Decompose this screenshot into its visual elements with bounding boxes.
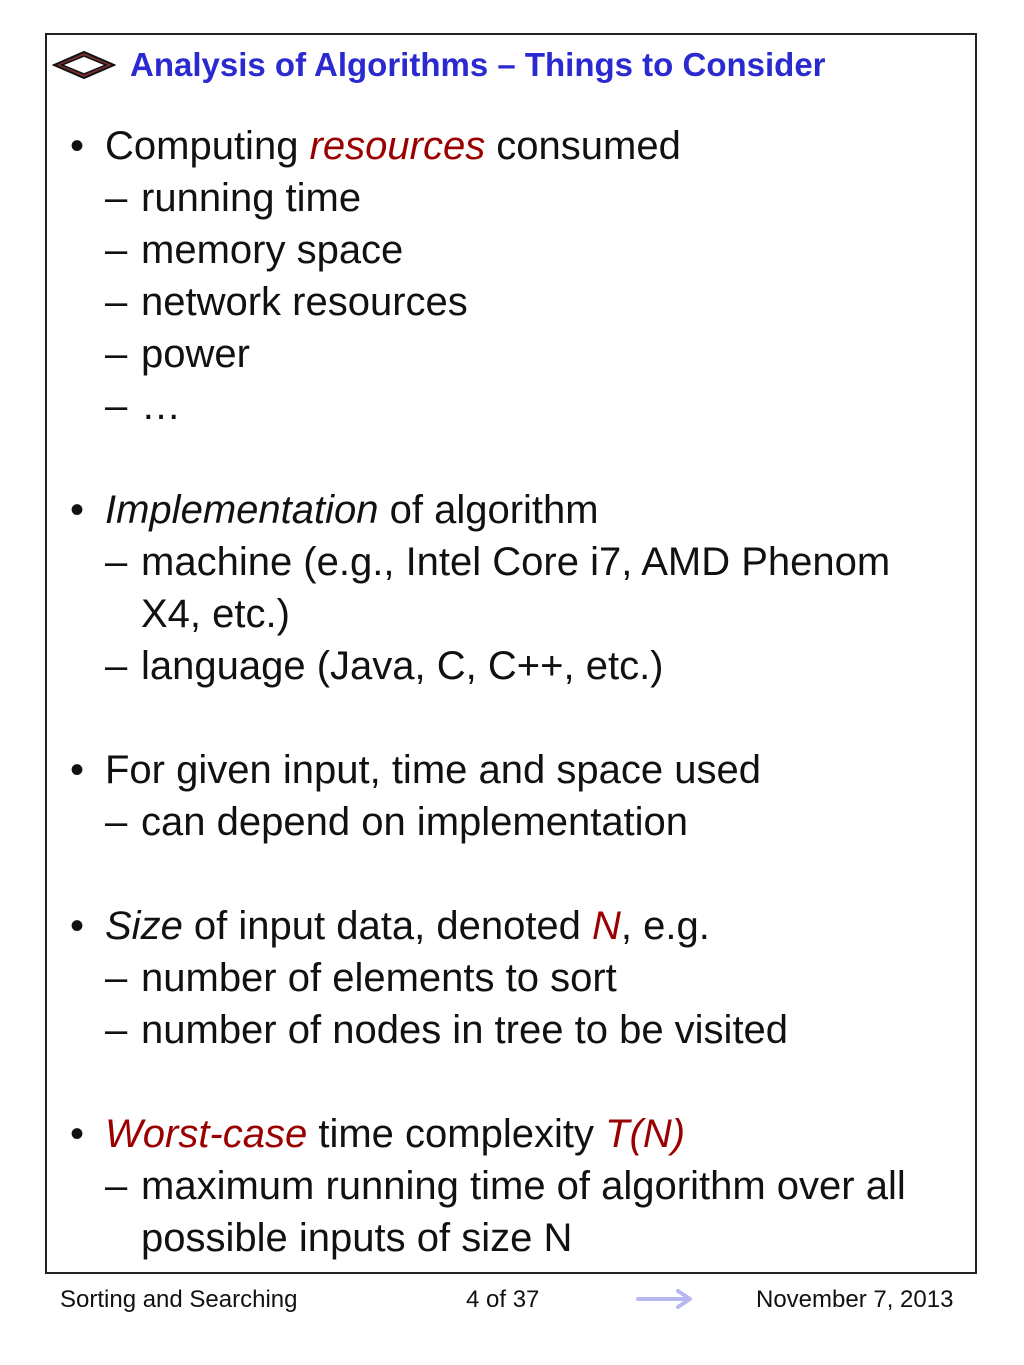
slide-footer: [0, 1280, 1024, 1320]
slide-body: [70, 120, 970, 1264]
bullet-dot: •: [70, 904, 85, 948]
text-span: time complexity: [307, 1112, 606, 1156]
sub-item-text: maximum running time of algorithm over all possible inputs of size N: [141, 1164, 906, 1260]
emphasis-t-n: T(N): [605, 1112, 686, 1156]
dash: –: [105, 280, 128, 324]
text-span: of algorithm: [378, 488, 599, 532]
sub-item: [70, 952, 970, 1004]
bullet-dot: •: [70, 748, 85, 792]
bullet-implementation: [70, 484, 970, 692]
footer-date: November 7, 2013: [756, 1286, 954, 1313]
dash: –: [105, 1008, 128, 1052]
text-span: consumed: [485, 124, 681, 168]
sub-item: [70, 380, 970, 432]
sub-item-text: running time: [141, 176, 362, 220]
text-span: , e.g.: [620, 904, 710, 948]
bullet-dot: •: [70, 488, 85, 532]
emphasis-size: Size: [105, 904, 183, 948]
sub-item-text: can depend on implementation: [141, 800, 689, 844]
sub-item-text: memory space: [141, 228, 404, 272]
sub-item: [70, 1160, 970, 1264]
text-span: of input data, denoted: [182, 904, 593, 948]
bullet-text: [105, 120, 681, 172]
text-span: Computing: [105, 124, 310, 168]
sub-item-text: …: [141, 384, 181, 428]
dash: –: [105, 176, 128, 220]
sub-item-text: language (Java, C, C++, etc.): [141, 644, 664, 688]
emphasis-resources: resources: [309, 124, 486, 168]
sub-item: [70, 796, 970, 848]
bullet-text: [105, 484, 599, 536]
sub-item: [70, 1004, 970, 1056]
footer-deck-title: Sorting and Searching: [60, 1286, 298, 1313]
sub-item: [70, 276, 970, 328]
emphasis-n: N: [592, 904, 621, 948]
dash: –: [105, 228, 128, 272]
sub-item-text: network resources: [141, 280, 468, 324]
bullet-input: [70, 744, 970, 848]
bullet-worst-case: [70, 1108, 970, 1264]
diamond-icon: [52, 50, 116, 80]
sub-item-text: power: [141, 332, 250, 376]
sub-item-text: machine (e.g., Intel Core i7, AMD Phenom X4, etc.): [141, 540, 891, 636]
sub-item: [70, 328, 970, 380]
bullet-resources: [70, 120, 970, 432]
slide-title: Analysis of Algorithms – Things to Consider: [130, 46, 826, 83]
bullet-text: For given input, time and space used: [105, 748, 761, 792]
dash: –: [105, 384, 128, 428]
bullet-size: [70, 900, 970, 1056]
bullet-text: [105, 900, 710, 952]
right-arrow-icon[interactable]: [636, 1288, 694, 1310]
title-row: [52, 40, 826, 90]
sub-item-text: number of nodes in tree to be visited: [141, 1008, 789, 1052]
bullet-text: [105, 1108, 685, 1160]
dash: –: [105, 956, 128, 1000]
sub-item: [70, 172, 970, 224]
sub-item: [70, 640, 970, 692]
dash: –: [105, 540, 128, 584]
sub-item: [70, 536, 970, 640]
footer-page-number: 4 of 37: [466, 1286, 540, 1313]
emphasis-implementation: Implementation: [105, 488, 379, 532]
emphasis-worst-case: Worst-case: [105, 1112, 308, 1156]
dash: –: [105, 644, 128, 688]
bullet-dot: •: [70, 1112, 85, 1156]
sub-item-text: number of elements to sort: [141, 956, 617, 1000]
sub-item: [70, 224, 970, 276]
dash: –: [105, 800, 128, 844]
dash: –: [105, 1164, 128, 1208]
dash: –: [105, 332, 128, 376]
bullet-dot: •: [70, 124, 85, 168]
